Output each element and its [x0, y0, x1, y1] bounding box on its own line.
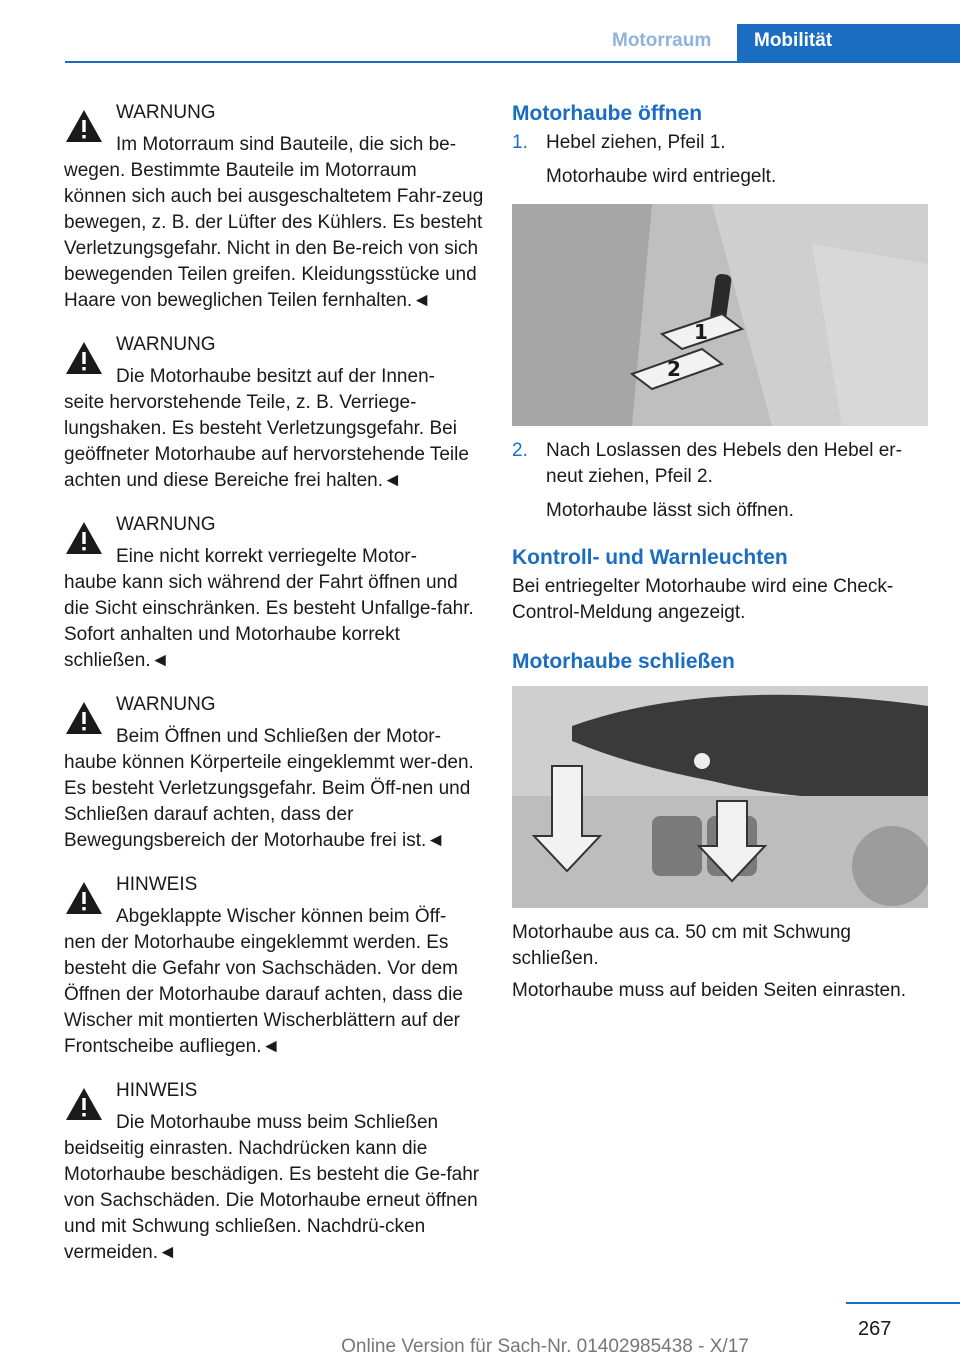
page-header	[0, 24, 960, 62]
footer	[0, 1336, 960, 1358]
step-1	[512, 130, 932, 156]
warning-text: haube kann sich während der Fahrt öffnen und die Sicht einschränken. Es besteht Unfallge-fahr. Sofort anhalten und Motorhaube korrekt schließen.◄	[64, 572, 474, 671]
notice-text: nen der Motorhaube eingeklemmt werden. Es besteht die Gefahr von Sachschäden. Vor dem Öffnen der Motorhaube darauf achten, dass die Wischer mit montierten Wischerblättern auf der Frontscheibe aufliegen.◄	[64, 932, 463, 1057]
warning-triangle-icon	[64, 520, 104, 556]
warning-triangle-icon	[64, 108, 104, 144]
arrow-label-2: 2	[667, 357, 681, 381]
car-hood-illustration	[512, 686, 928, 908]
lever-illustration	[512, 204, 928, 426]
section-title-close-hood: Motorhaube schließen	[512, 650, 735, 673]
step-text: Hebel ziehen, Pfeil 1.	[546, 132, 726, 153]
close-note: Motorhaube muss auf beiden Seiten einrasten.	[512, 980, 906, 1001]
notice-first-line: Die Motorhaube muss beim Schließen	[116, 1112, 439, 1133]
tab-motorraum[interactable]: Motorraum	[612, 30, 712, 51]
warning-block	[64, 692, 484, 854]
arrow-label-1: 1	[694, 320, 708, 344]
warning-block	[64, 332, 484, 494]
step-2	[512, 438, 932, 490]
notice-heading: HINWEIS	[116, 1080, 198, 1101]
section-title-open-hood: Motorhaube öffnen	[512, 102, 703, 125]
notice-block	[64, 1078, 484, 1266]
right-column	[512, 100, 932, 1004]
close-instruction: Motorhaube aus ca. 50 cm mit Schwung schließen.	[512, 922, 852, 969]
warning-text: wegen. Bestimmte Bauteile im Motorraum können sich auch bei ausgeschaltetem Fahr-zeug bewegen, z. B. der Lüfter des Kühlers. Es besteht Verletzungsgefahr. Nicht in den Be-reich von sich bewegenden Teilen greifen. Kleidungsstücke und Haare von beweglichen Teilen fernhalten.◄	[64, 160, 484, 311]
section-title-indicators: Kontroll- und Warnleuchten	[512, 546, 788, 569]
step-text: Nach Loslassen des Hebels den Hebel er-neut ziehen, Pfeil 2.	[546, 440, 902, 487]
close-hood-image	[512, 686, 928, 908]
warning-first-line: Im Motorraum sind Bauteile, die sich be-	[116, 134, 457, 155]
step-number: 2.	[512, 440, 528, 461]
warning-text: seite hervorstehende Teile, z. B. Verriege-lungshaken. Es besteht Verletzungsgefahr. Bei geöffneter Motorhaube auf hervorstehende Teile achten und diese Bereiche frei halten.◄	[64, 392, 469, 491]
warning-heading: WARNUNG	[116, 334, 216, 355]
warning-heading: WARNUNG	[116, 102, 216, 123]
warning-heading: WARNUNG	[116, 694, 216, 715]
warning-text: haube können Körperteile eingeklemmt wer-den. Es besteht Verletzungsgefahr. Beim Öff-nen und Schließen darauf achten, dass der Bewegungsbereich der Motorhaube frei ist.◄	[64, 752, 474, 851]
warning-block	[64, 100, 484, 314]
warning-first-line: Beim Öffnen und Schließen der Motor-	[116, 726, 441, 747]
warning-heading: WARNUNG	[116, 514, 216, 535]
notice-heading: HINWEIS	[116, 874, 198, 895]
warning-triangle-icon	[64, 700, 104, 736]
indicators-text: Bei entriegelter Motorhaube wird eine Check-Control-Meldung angezeigt.	[512, 576, 894, 623]
notice-text: beidseitig einrasten. Nachdrücken kann die Motorhaube beschädigen. Es besteht die Ge-fahr von Sachschäden. Die Motorhaube erneut öffnen und mit Schwung schließen. Nachdrü-cken vermeiden.◄	[64, 1138, 480, 1263]
warning-triangle-icon	[64, 880, 104, 916]
tab-mobilitaet[interactable]	[737, 24, 960, 62]
notice-first-line: Abgeklappte Wischer können beim Öff-	[116, 906, 447, 927]
warning-first-line: Die Motorhaube besitzt auf der Innen-	[116, 366, 435, 387]
lever-image	[512, 204, 928, 426]
step-result: Motorhaube lässt sich öffnen.	[546, 500, 794, 521]
footer-rule	[846, 1302, 960, 1304]
warning-triangle-icon	[64, 1086, 104, 1122]
header-rule	[65, 61, 960, 63]
tab-mobilitaet-label: Mobilität	[754, 30, 833, 51]
step-number: 1.	[512, 132, 528, 153]
step-result: Motorhaube wird entriegelt.	[546, 166, 777, 187]
warning-first-line: Eine nicht korrekt verriegelte Motor-	[116, 546, 417, 567]
left-column	[64, 100, 484, 1284]
warning-block	[64, 512, 484, 674]
notice-block	[64, 872, 484, 1060]
footer-online-version: Online Version für Sach-Nr. 01402985438 - X/17	[341, 1336, 749, 1357]
warning-triangle-icon	[64, 340, 104, 376]
page-number: 267	[858, 1318, 892, 1340]
